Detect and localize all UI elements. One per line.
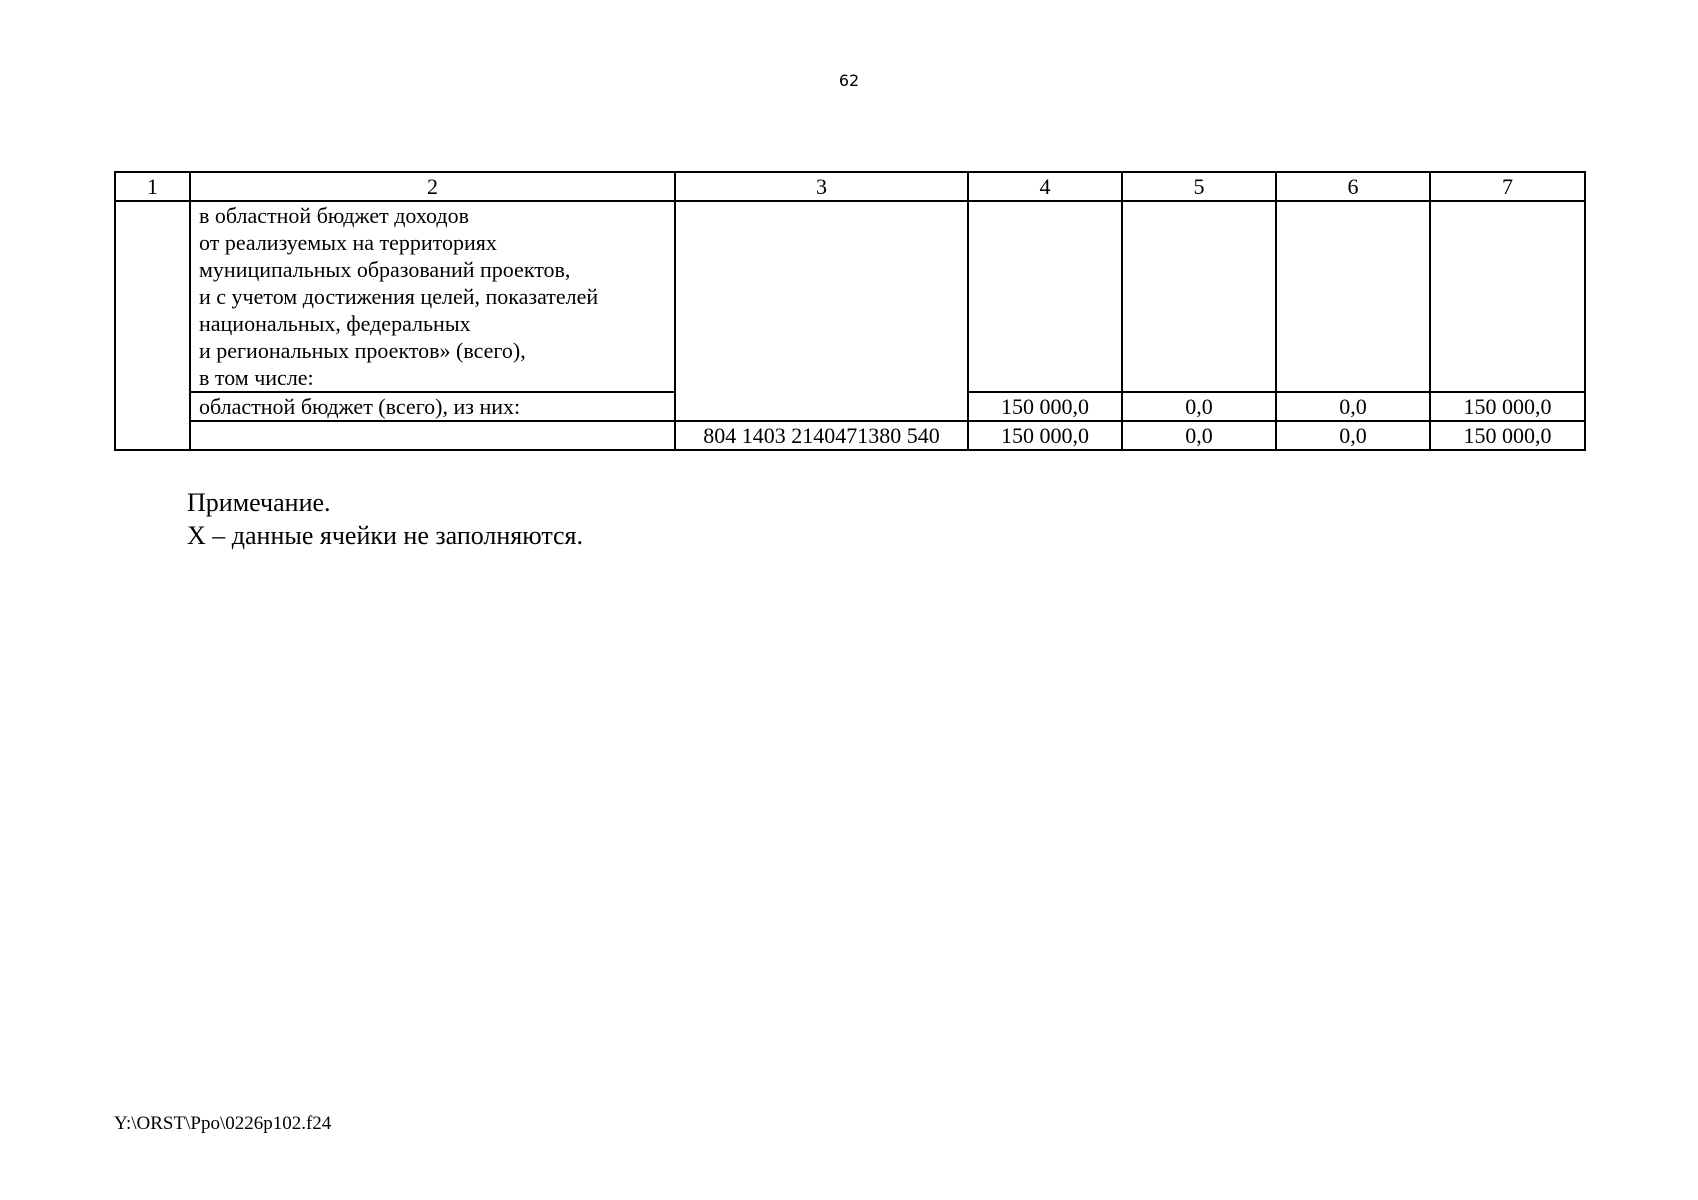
value-cell — [1430, 201, 1585, 392]
column-header: 3 — [675, 172, 968, 201]
description-line: муниципальных образований проектов, — [199, 257, 571, 282]
value-cell — [1122, 201, 1276, 392]
row-label: областной бюджет (всего), из них: — [190, 392, 675, 421]
value-cell: 0,0 — [1276, 421, 1430, 450]
description-cell — [190, 201, 675, 392]
value-cell: 150 000,0 — [968, 392, 1122, 421]
note-text: Х – данные ячейки не заполняются. — [187, 521, 584, 550]
row-number-cell — [115, 201, 190, 450]
table-row — [115, 201, 1585, 392]
description-line: национальных, федеральных — [199, 311, 471, 336]
column-header: 4 — [968, 172, 1122, 201]
budget-code-cell: 804 1403 2140471380 540 — [675, 421, 968, 450]
description-line: и региональных проектов» (всего), — [199, 338, 526, 363]
code-cell — [675, 201, 968, 421]
column-header: 5 — [1122, 172, 1276, 201]
budget-table — [114, 171, 1586, 451]
table-header-row — [115, 172, 1585, 201]
value-cell: 0,0 — [1122, 392, 1276, 421]
note-title: Примечание. — [187, 488, 331, 517]
value-cell: 150 000,0 — [968, 421, 1122, 450]
table-row — [115, 421, 1585, 450]
note-block — [187, 486, 583, 552]
value-cell — [968, 201, 1122, 392]
value-cell: 150 000,0 — [1430, 392, 1585, 421]
value-cell: 0,0 — [1276, 392, 1430, 421]
description-line: в областной бюджет доходов — [199, 203, 469, 228]
page-number: 62 — [838, 71, 860, 90]
file-path-footer: Y:\ORST\Ppo\0226p102.f24 — [114, 1113, 332, 1134]
description-line: от реализуемых на территориях — [199, 230, 497, 255]
column-header: 7 — [1430, 172, 1585, 201]
description-line: и с учетом достижения целей, показателей — [199, 284, 599, 309]
value-cell: 0,0 — [1122, 421, 1276, 450]
column-header: 2 — [190, 172, 675, 201]
column-header: 6 — [1276, 172, 1430, 201]
column-header: 1 — [115, 172, 190, 201]
row-label — [190, 421, 675, 450]
value-cell — [1276, 201, 1430, 392]
value-cell: 150 000,0 — [1430, 421, 1585, 450]
description-line: в том числе: — [199, 365, 314, 390]
